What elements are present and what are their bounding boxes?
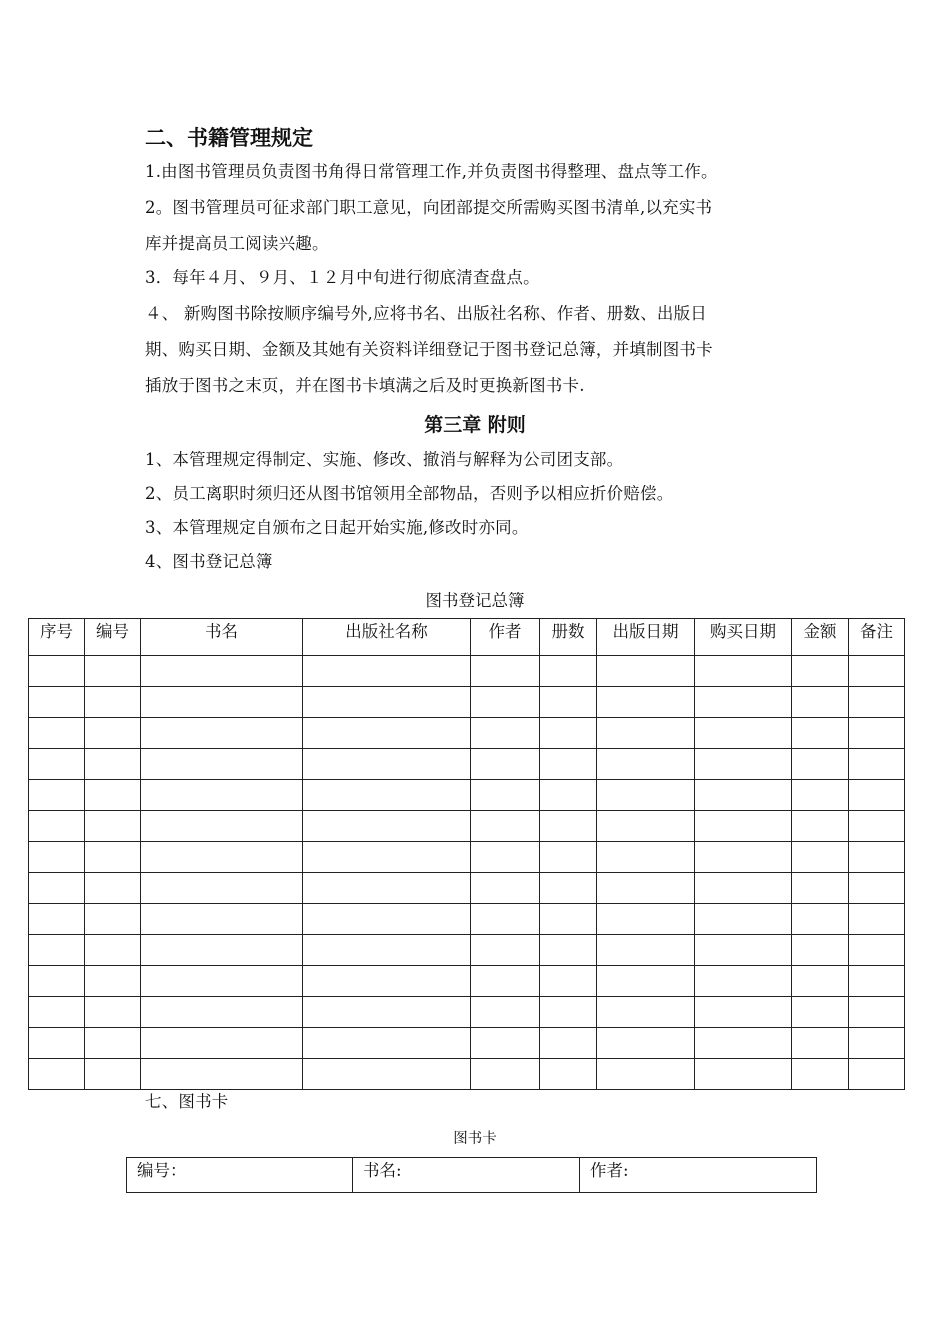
table-cell [695, 718, 792, 749]
table-row [29, 842, 905, 873]
table-cell [695, 997, 792, 1028]
table-cell [792, 811, 849, 842]
header-cell-number: 编号 [85, 619, 141, 656]
table-cell [471, 966, 540, 997]
table-cell [597, 842, 695, 873]
paragraph-line: 3．每年４月、９月、１２月中旬进行彻底清查盘点。 [145, 268, 540, 287]
table-cell [792, 656, 849, 687]
table-cell [471, 811, 540, 842]
chapter-title: 第三章 附则 [424, 414, 526, 436]
table-cell [29, 718, 85, 749]
table-cell [471, 718, 540, 749]
table-cell [85, 842, 141, 873]
table-cell [792, 873, 849, 904]
table-row [29, 749, 905, 780]
table-cell [597, 904, 695, 935]
book-card-table [126, 1157, 817, 1193]
table-cell [85, 718, 141, 749]
table-cell [849, 749, 905, 780]
table-cell [471, 935, 540, 966]
table-cell [29, 1059, 85, 1090]
table-row [29, 811, 905, 842]
header-cell-remarks: 备注 [849, 619, 905, 656]
table-cell [303, 718, 471, 749]
table-cell [471, 780, 540, 811]
table-cell [471, 749, 540, 780]
table-cell [597, 718, 695, 749]
header-cell-author: 作者 [471, 619, 540, 656]
table-row [29, 1059, 905, 1090]
table-cell [792, 966, 849, 997]
table-cell [141, 749, 303, 780]
table-cell [471, 997, 540, 1028]
table-cell [540, 780, 597, 811]
table-cell [849, 780, 905, 811]
table-cell [141, 842, 303, 873]
table-cell [29, 656, 85, 687]
table-cell [85, 656, 141, 687]
table-cell [29, 935, 85, 966]
table-cell [695, 1028, 792, 1059]
table-cell [597, 873, 695, 904]
header-cell-publish-date: 出版日期 [597, 619, 695, 656]
table-row [29, 656, 905, 687]
table-row [29, 780, 905, 811]
table-cell [29, 1028, 85, 1059]
table-row [29, 935, 905, 966]
table-cell [29, 687, 85, 718]
table-cell [695, 873, 792, 904]
table-cell [695, 966, 792, 997]
table-cell [597, 997, 695, 1028]
table-cell [849, 1028, 905, 1059]
table-cell [792, 749, 849, 780]
table-cell [849, 935, 905, 966]
table-cell [141, 656, 303, 687]
table-cell [597, 935, 695, 966]
table-cell [141, 1059, 303, 1090]
register-caption: 图书登记总簿 [425, 591, 525, 610]
table-cell [303, 904, 471, 935]
table-cell [597, 656, 695, 687]
table-cell [141, 935, 303, 966]
table-cell [792, 718, 849, 749]
table-cell [29, 904, 85, 935]
table-row [29, 997, 905, 1028]
paragraph-line: 1.由图书管理员负责图书角得日常管理工作,并负责图书得整理、盘点等工作。 [145, 162, 718, 181]
table-cell [792, 1059, 849, 1090]
card-field-author: 作者: [580, 1158, 817, 1193]
card-row [127, 1158, 817, 1193]
register-header-row [29, 619, 905, 656]
table-cell [471, 842, 540, 873]
table-cell [85, 780, 141, 811]
card-field-number: 编号： [127, 1158, 353, 1193]
header-cell-publisher: 出版社名称 [303, 619, 471, 656]
table-cell [540, 718, 597, 749]
table-cell [141, 997, 303, 1028]
table-cell [141, 780, 303, 811]
table-cell [695, 935, 792, 966]
table-cell [29, 780, 85, 811]
table-cell [303, 811, 471, 842]
table-cell [471, 1028, 540, 1059]
card-field-title: 书名: [353, 1158, 580, 1193]
table-cell [85, 873, 141, 904]
appendix-item: 1、本管理规定得制定、实施、修改、撤消与解释为公司团支部。 [145, 450, 624, 469]
table-cell [792, 780, 849, 811]
paragraph-line: 插放于图书之末页，并在图书卡填满之后及时更换新图书卡. [145, 376, 585, 395]
table-cell [849, 873, 905, 904]
table-row [29, 687, 905, 718]
table-row [29, 1028, 905, 1059]
table-cell [597, 749, 695, 780]
book-register-table [28, 618, 905, 1090]
table-cell [849, 656, 905, 687]
table-cell [792, 904, 849, 935]
table-row [29, 904, 905, 935]
header-cell-amount: 金额 [792, 619, 849, 656]
table-cell [141, 904, 303, 935]
table-cell [540, 966, 597, 997]
table-cell [540, 656, 597, 687]
table-cell [85, 1059, 141, 1090]
table-cell [695, 687, 792, 718]
table-row [29, 873, 905, 904]
register-body [29, 656, 905, 1090]
table-cell [792, 1028, 849, 1059]
table-cell [849, 718, 905, 749]
table-cell [540, 1059, 597, 1090]
table-cell [471, 873, 540, 904]
table-cell [849, 842, 905, 873]
table-cell [29, 811, 85, 842]
table-cell [29, 873, 85, 904]
table-cell [85, 687, 141, 718]
table-cell [540, 935, 597, 966]
table-cell [141, 687, 303, 718]
table-cell [141, 1028, 303, 1059]
table-cell [85, 904, 141, 935]
table-cell [85, 966, 141, 997]
table-cell [29, 749, 85, 780]
table-cell [29, 997, 85, 1028]
table-cell [792, 842, 849, 873]
table-cell [792, 935, 849, 966]
table-cell [849, 966, 905, 997]
table-cell [849, 904, 905, 935]
table-cell [303, 842, 471, 873]
paragraph-line: 期、购买日期、金额及其她有关资料详细登记于图书登记总簿，并填制图书卡 [145, 340, 713, 359]
table-cell [85, 811, 141, 842]
table-cell [792, 997, 849, 1028]
table-cell [597, 1028, 695, 1059]
table-cell [303, 873, 471, 904]
table-cell [849, 811, 905, 842]
table-cell [597, 811, 695, 842]
table-cell [792, 687, 849, 718]
table-cell [540, 873, 597, 904]
card-caption: 图书卡 [453, 1131, 497, 1147]
header-cell-purchase-date: 购买日期 [695, 619, 792, 656]
table-cell [695, 842, 792, 873]
appendix-item: 2、员工离职时须归还从图书馆领用全部物品，否则予以相应折价赔偿。 [145, 484, 674, 503]
table-cell [597, 966, 695, 997]
table-cell [303, 656, 471, 687]
table-row [29, 718, 905, 749]
table-cell [303, 966, 471, 997]
table-cell [85, 997, 141, 1028]
table-cell [303, 997, 471, 1028]
paragraph-line: 库并提高员工阅读兴趣。 [145, 234, 329, 253]
table-cell [85, 1028, 141, 1059]
table-cell [471, 656, 540, 687]
table-cell [849, 997, 905, 1028]
table-cell [597, 687, 695, 718]
card-section-label: 七、图书卡 [145, 1092, 229, 1111]
table-cell [540, 811, 597, 842]
appendix-item: 3、本管理规定自颁布之日起开始实施,修改时亦同。 [145, 518, 529, 537]
header-cell-copies: 册数 [540, 619, 597, 656]
table-cell [29, 966, 85, 997]
table-cell [695, 811, 792, 842]
table-cell [597, 1059, 695, 1090]
table-cell [303, 780, 471, 811]
table-row [29, 966, 905, 997]
table-cell [471, 687, 540, 718]
table-cell [141, 873, 303, 904]
table-cell [695, 780, 792, 811]
header-cell-index: 序号 [29, 619, 85, 656]
table-cell [141, 718, 303, 749]
table-cell [85, 935, 141, 966]
table-cell [695, 656, 792, 687]
table-cell [540, 687, 597, 718]
table-cell [695, 749, 792, 780]
table-cell [471, 904, 540, 935]
table-cell [141, 966, 303, 997]
table-cell [540, 904, 597, 935]
table-cell [849, 1059, 905, 1090]
paragraph-line: ４、 新购图书除按顺序编号外,应将书名、出版社名称、作者、册数、出版日 [145, 304, 707, 323]
table-cell [85, 749, 141, 780]
table-cell [303, 1028, 471, 1059]
table-cell [303, 749, 471, 780]
table-cell [303, 935, 471, 966]
table-cell [29, 842, 85, 873]
table-cell [141, 811, 303, 842]
header-cell-title: 书名 [141, 619, 303, 656]
paragraph-line: 2。图书管理员可征求部门职工意见，向团部提交所需购买图书清单,以充实书 [145, 198, 713, 217]
table-cell [303, 1059, 471, 1090]
appendix-item: 4、图书登记总簿 [145, 552, 273, 571]
table-cell [695, 1059, 792, 1090]
table-cell [540, 1028, 597, 1059]
table-cell [540, 749, 597, 780]
table-cell [540, 997, 597, 1028]
table-cell [471, 1059, 540, 1090]
table-cell [849, 687, 905, 718]
table-cell [597, 780, 695, 811]
table-cell [540, 842, 597, 873]
table-cell [695, 904, 792, 935]
section-title: 二、书籍管理规定 [145, 126, 313, 150]
table-cell [303, 687, 471, 718]
